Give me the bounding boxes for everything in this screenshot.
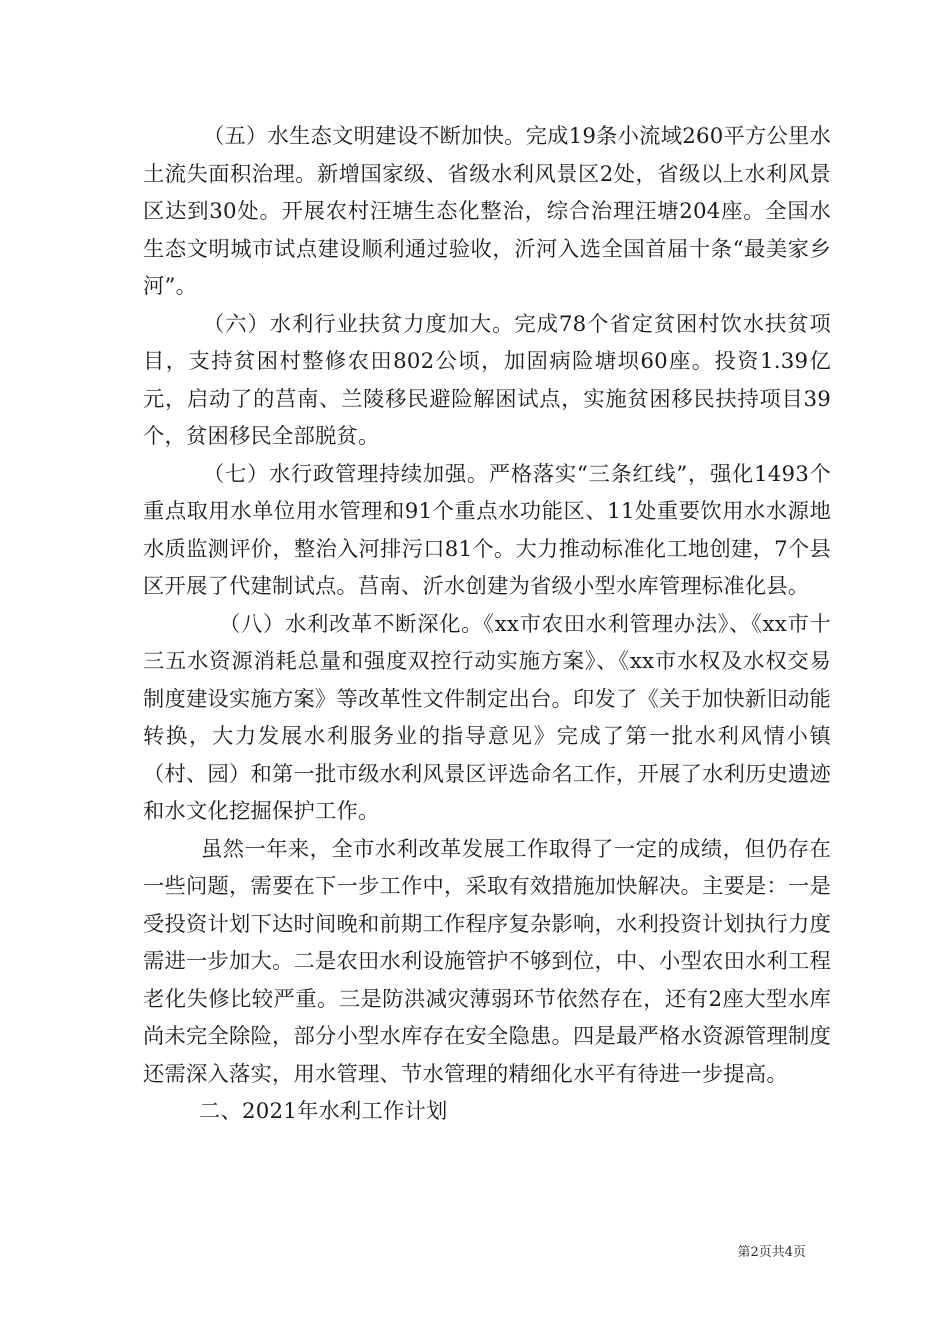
paragraph-poverty-alleviation: （六）水利行业扶贫力度加大。完成78个省定贫困村饮水扶贫项目，支持贫困村整修农田802公顷，加固病险塘坝60座。投资1.39亿元，启动了的莒南、兰陵移民避险解困试点，实施贫困移民扶持项目39个，贫困移民全部脱贫。: [143, 311, 831, 449]
section-heading: 二、2021年水利工作计划: [199, 1099, 448, 1124]
paragraph-reform: （八）水利改革不断深化。《xx市农田水利管理办法》、《xx市十三五水资源消耗总量和强度双控行动实施方案》、《xx市水权及水权交易制度建设实施方案》等改革性文件制定出台。印发了《关于加快新旧动能转换，大力发展水利服务业的指导意见》完成了第一批水利风情小镇（村、园）和第一批市级水利风景区评选命名工作，开展了水利历史遗迹和水文化挖掘保护工作。: [143, 611, 831, 824]
page-number: 第2页共4页: [737, 1245, 806, 1260]
document-body: [143, 118, 831, 1131]
paragraph-administration: （七）水行政管理持续加强。严格落实“三条红线”，强化1493个重点取用水单位用水管理和91个重点水功能区、11处重要饮用水水源地水质监测评价，整治入河排污口81个。大力推动标准化工地创建，7个县区开展了代建制试点。莒南、沂水创建为省级小型水库管理标准化县。: [143, 461, 831, 599]
paragraph-water-ecology: （五）水生态文明建设不断加快。完成19条小流域260平方公里水土流失面积治理。新增国家级、省级水利风景区2处，省级以上水利风景区达到30处。开展农村汪塘生态化整治，综合治理汪塘204座。全国水生态文明城市试点建设顺利通过验收，沂河入选全国首届十条“最美家乡河”。: [143, 124, 831, 299]
paragraph-problems: 虽然一年来，全市水利改革发展工作取得了一定的成绩，但仍存在一些问题，需要在下一步工作中，采取有效措施加快解决。主要是：一是受投资计划下达时间晚和前期工作程序复杂影响，水利投资计划执行力度需进一步加大。二是农田水利设施管护不够到位，中、小型农田水利工程老化失修比较严重。三是防洪减灾薄弱环节依然存在，还有2座大型水库尚未完全除险，部分小型水库存在安全隐患。四是最严格水资源管理制度还需深入落实，用水管理、节水管理的精细化水平有待进一步提高。: [143, 836, 831, 1087]
